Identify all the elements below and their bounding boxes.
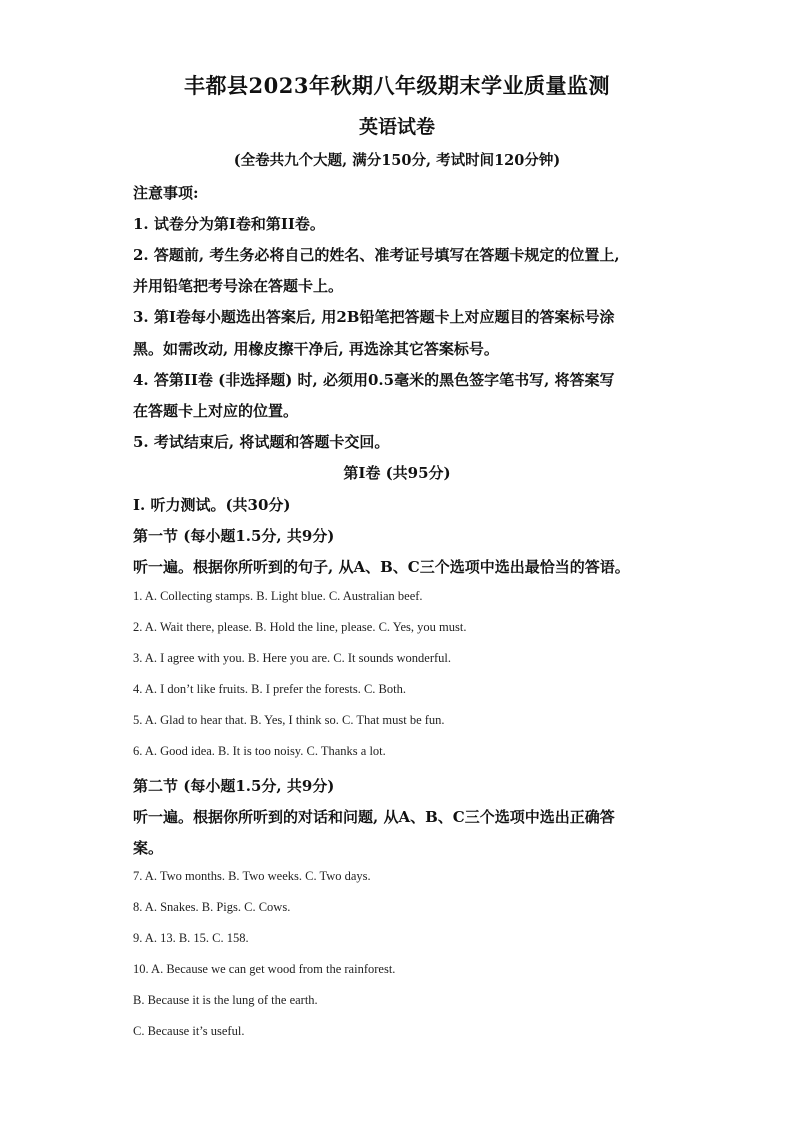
question-item: 3. A. I agree with you. B. Here you are. C. It sounds wonderful.	[133, 651, 451, 665]
section-instruction: 听一遍。根据你所听到的句子, 从A、B、C三个选项中选出最恰当的答语。	[133, 558, 630, 576]
section-heading: 第二节 (每小题1.5分, 共9分)	[133, 777, 335, 795]
exam-title: 丰都县2023年秋期八年级期末学业质量监测	[184, 73, 610, 98]
question-item: 4. A. I don’t like fruits. B. I prefer the forests. C. Both.	[133, 682, 406, 696]
note-line: 1. 试卷分为第I卷和第II卷。	[133, 215, 325, 233]
note-line: 5. 考试结束后, 将试题和答题卡交回。	[133, 433, 390, 451]
question-item: 6. A. Good idea. B. It is too noisy. C. Thanks a lot.	[133, 744, 386, 758]
question-item: 9. A. 13. B. 15. C. 158.	[133, 931, 249, 945]
question-item: 5. A. Glad to hear that. B. Yes, I think so. C. That must be fun.	[133, 713, 445, 727]
question-item: 1. A. Collecting stamps. B. Light blue. C. Australian beef.	[133, 589, 423, 603]
note-line: 并用铅笔把考号涂在答题卡上。	[133, 277, 344, 295]
section-instruction: 案。	[133, 839, 164, 857]
question-option: C. Because it’s useful.	[133, 1024, 245, 1038]
note-line: 3. 第I卷每小题选出答案后, 用2B铅笔把答题卡上对应题目的答案标号涂	[133, 308, 615, 326]
question-option: B. Because it is the lung of the earth.	[133, 993, 318, 1007]
part-heading: I. 听力测试。(共30分)	[133, 496, 291, 514]
question-item: 8. A. Snakes. B. Pigs. C. Cows.	[133, 900, 291, 914]
note-line: 黑。如需改动, 用橡皮擦干净后, 再选涂其它答案标号。	[133, 340, 499, 358]
volume-heading: 第I卷 (共95分)	[343, 464, 451, 482]
question-item: 10. A. Because we can get wood from the rainforest.	[133, 962, 396, 976]
section-instruction: 听一遍。根据你所听到的对话和问题, 从A、B、C三个选项中选出正确答	[133, 808, 615, 826]
exam-subject: 英语试卷	[358, 116, 435, 138]
question-item: 7. A. Two months. B. Two weeks. C. Two days.	[133, 869, 371, 883]
exam-info: (全卷共九个大题, 满分150分, 考试时间120分钟)	[233, 152, 561, 169]
section-heading: 第一节 (每小题1.5分, 共9分)	[133, 527, 335, 545]
note-line: 4. 答第II卷 (非选择题) 时, 必须用0.5毫米的黑色签字笔书写, 将答案写	[133, 371, 615, 389]
notes-heading: 注意事项:	[133, 184, 199, 202]
note-line: 在答题卡上对应的位置。	[133, 402, 299, 420]
note-line: 2. 答题前, 考生务必将自己的姓名、准考证号填写在答题卡规定的位置上,	[133, 246, 620, 264]
question-item: 2. A. Wait there, please. B. Hold the line, please. C. Yes, you must.	[133, 620, 467, 634]
